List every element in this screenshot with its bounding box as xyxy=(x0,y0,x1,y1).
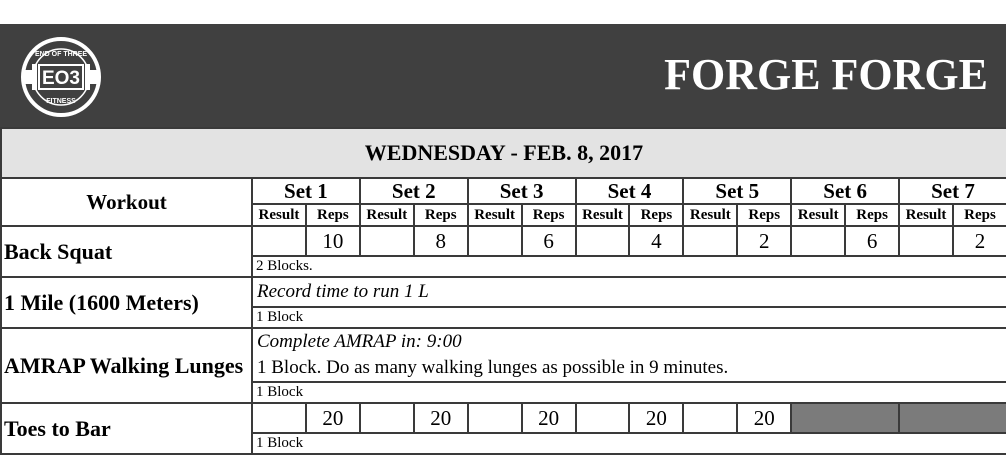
date-row xyxy=(1,128,1006,178)
workout-row-toes-to-bar xyxy=(1,403,1006,433)
unused-set-6 xyxy=(791,403,899,433)
reps-value: 20 xyxy=(737,403,791,433)
page-header xyxy=(0,24,1006,127)
result-input[interactable] xyxy=(576,226,630,256)
result-input[interactable] xyxy=(360,403,414,433)
result-input[interactable] xyxy=(252,403,306,433)
day-title: WEDNESDAY - FEB. 8, 2017 xyxy=(1,128,1006,178)
set-1-header: Set 1 xyxy=(252,178,360,204)
reps-value: 20 xyxy=(522,403,576,433)
set-7-header: Set 7 xyxy=(899,178,1006,204)
workout-note: 1 Block xyxy=(252,307,1006,328)
eo3-fitness-logo xyxy=(20,36,102,118)
brand-title: FORGE FORGE xyxy=(664,50,988,99)
result-header: Result xyxy=(576,204,630,226)
reps-header: Reps xyxy=(953,204,1006,226)
reps-value: 4 xyxy=(629,226,683,256)
workout-description: Complete AMRAP in: 9:00 xyxy=(257,331,462,352)
reps-value: 6 xyxy=(845,226,899,256)
set-3-header: Set 3 xyxy=(468,178,576,204)
workout-row-1-mile xyxy=(1,277,1006,307)
reps-value: 2 xyxy=(953,226,1006,256)
workout-column-header: Workout xyxy=(1,178,252,226)
workout-name: 1 Mile (1600 Meters) xyxy=(1,277,252,328)
result-header: Result xyxy=(360,204,414,226)
reps-header: Reps xyxy=(306,204,360,226)
workout-name: Back Squat xyxy=(1,226,252,277)
unused-set-7 xyxy=(899,403,1006,433)
result-header: Result xyxy=(683,204,737,226)
reps-value: 20 xyxy=(414,403,468,433)
result-header: Result xyxy=(468,204,522,226)
reps-value: 20 xyxy=(306,403,360,433)
result-input[interactable] xyxy=(468,403,522,433)
result-input[interactable] xyxy=(468,226,522,256)
reps-header: Reps xyxy=(737,204,791,226)
svg-text:EO3: EO3 xyxy=(41,68,81,89)
result-header: Result xyxy=(252,204,306,226)
set-4-header: Set 4 xyxy=(576,178,684,204)
reps-value: 2 xyxy=(737,226,791,256)
workout-note: 2 Blocks. xyxy=(252,256,1006,277)
result-input[interactable] xyxy=(791,226,845,256)
reps-header: Reps xyxy=(629,204,683,226)
result-input[interactable] xyxy=(683,226,737,256)
result-header: Result xyxy=(791,204,845,226)
workout-description: Record time to run 1 L xyxy=(252,277,1006,307)
result-header: Result xyxy=(899,204,953,226)
reps-value: 8 xyxy=(414,226,468,256)
set-6-header: Set 6 xyxy=(791,178,899,204)
set-header-row xyxy=(1,178,1006,204)
workout-note: 1 Block xyxy=(252,433,1006,454)
reps-header: Reps xyxy=(414,204,468,226)
result-input[interactable] xyxy=(360,226,414,256)
workout-row-back-squat xyxy=(1,226,1006,256)
set-2-header: Set 2 xyxy=(360,178,468,204)
reps-value: 10 xyxy=(306,226,360,256)
result-input[interactable] xyxy=(683,403,737,433)
set-5-header: Set 5 xyxy=(683,178,791,204)
result-input[interactable] xyxy=(576,403,630,433)
workout-row-amrap-walking-lunges xyxy=(1,328,1006,382)
workout-name: Toes to Bar xyxy=(1,403,252,454)
workout-table xyxy=(0,127,1006,455)
reps-value: 6 xyxy=(522,226,576,256)
reps-header: Reps xyxy=(522,204,576,226)
workout-detail: 1 Block. Do as many walking lunges as possible in 9 minutes. xyxy=(257,357,729,378)
svg-text:END OF THREE: END OF THREE xyxy=(34,51,88,58)
result-input[interactable] xyxy=(899,226,953,256)
result-input[interactable] xyxy=(252,226,306,256)
workout-name: AMRAP Walking Lunges xyxy=(1,328,252,403)
workout-description-cell xyxy=(252,328,1006,382)
reps-header: Reps xyxy=(845,204,899,226)
svg-text:FITNESS: FITNESS xyxy=(46,98,76,105)
reps-value: 20 xyxy=(629,403,683,433)
workout-note: 1 Block xyxy=(252,382,1006,403)
